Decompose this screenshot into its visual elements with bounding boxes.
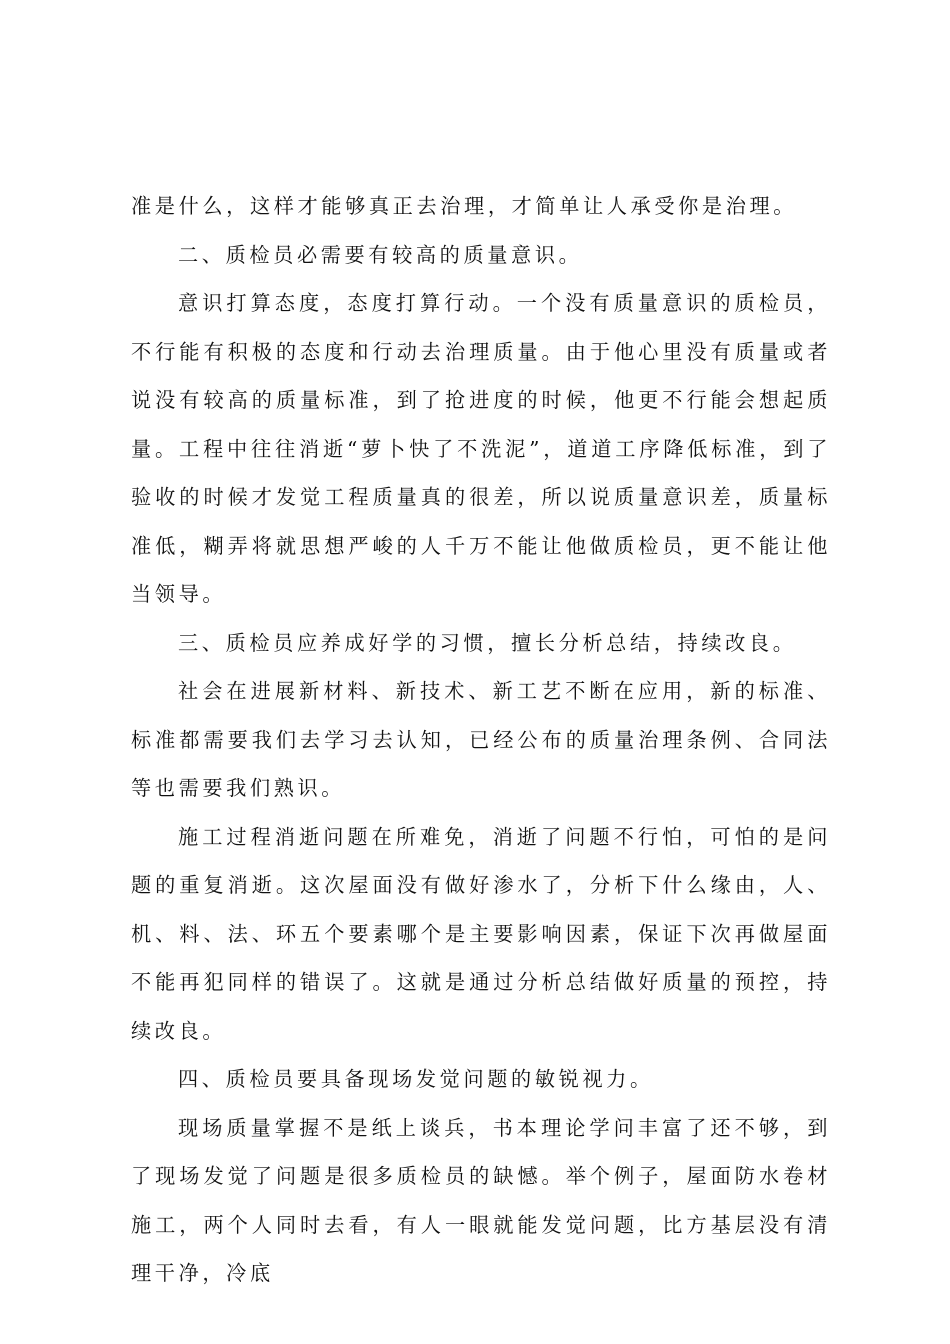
paragraph-quality-awareness: 意识打算态度，态度打算行动。一个没有质量意识的质检员，不行能有积极的态度和行动去治理质量。由于他心里没有质量或者说没有较高的质量标准，到了抢进度的时候，他更不行能会想起质量。工程中往往消逝“萝卜快了不洗泥”，道道工序降低标准，到了验收的时候才发觉工程质量真的很差，所以说质量意识差，质量标准低，糊弄将就思想严峻的人千万不能让他做质检员，更不能让他当领导。 xyxy=(131,291,831,606)
section-heading-three: 三、质检员应养成好学的习惯，擅长分析总结，持续改良。 xyxy=(178,630,797,655)
section-heading-two: 二、质检员必需要有较高的质量意识。 xyxy=(178,242,583,267)
paragraph-new-materials: 社会在进展新材料、新技术、新工艺不断在应用，新的标准、标准都需要我们去学习去认知，已经公布的质量治理条例、合同法等也需要我们熟识。 xyxy=(131,679,831,800)
document-body xyxy=(131,182,831,1298)
paragraph-continuation: 准是什么，这样才能够真正去治理，才简单让人承受你是治理。 xyxy=(131,194,798,218)
section-heading-four: 四、质检员要具备现场发觉问题的敏锐视力。 xyxy=(178,1067,654,1091)
paragraph-site-inspection: 现场质量掌握不是纸上谈兵，书本理论学问丰富了还不够，到了现场发觉了问题是很多质检员的缺憾。举个例子，屋面防水卷材施工，两个人同时去看，有人一眼就能发觉问题，比方基层没有清理干净，冷底 xyxy=(131,1115,831,1285)
paragraph-problem-analysis: 施工过程消逝问题在所难免，消逝了问题不行怕，可怕的是问题的重复消逝。这次屋面没有做好渗水了，分析下什么缘由，人、机、料、法、环五个要素哪个是主要影响因素，保证下次再做屋面不能再犯同样的错误了。这就是通过分析总结做好质量的预控，持续改良。 xyxy=(131,824,831,1043)
